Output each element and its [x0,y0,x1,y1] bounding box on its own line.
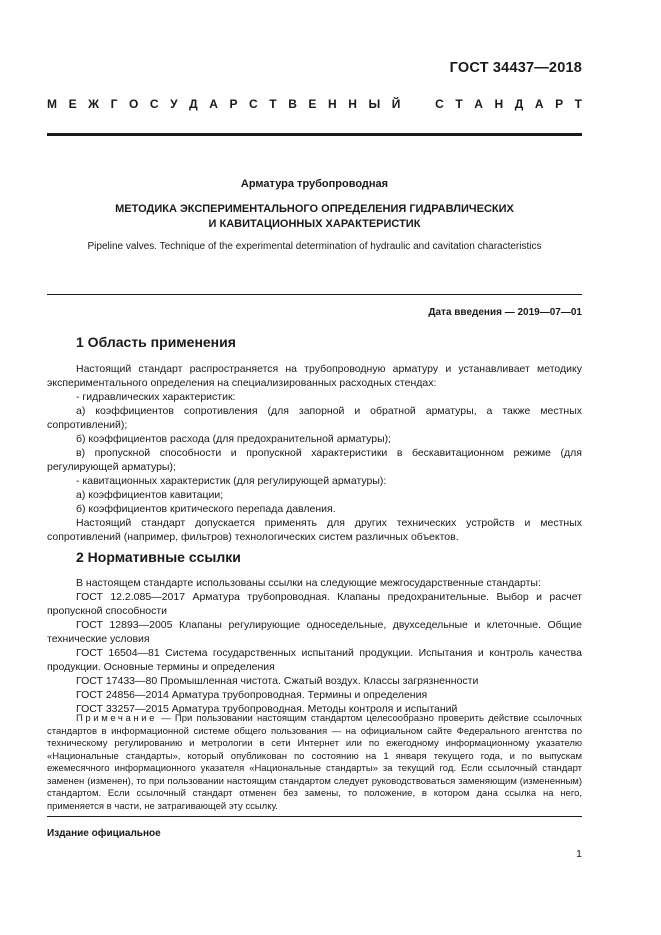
section2-paragraph: ГОСТ 12893—2005 Клапаны регулирующие односедельные, двухседельные и клеточные. Общие технические условия [47,619,582,645]
banner-letter: Р [555,97,564,111]
section1-paragraph: в) пропускной способности и пропускной характеристики в бескавитационном режиме (для регулирующей арматуры); [47,447,582,473]
section-1-body [47,362,582,544]
banner-letter: Т [269,97,277,111]
banner-letter: Е [68,97,77,111]
section2-paragraph: ГОСТ 17433—80 Промышленная чистота. Сжатый воздух. Классы загрязненности [76,675,479,687]
banner-letter: А [534,97,544,111]
section2-paragraph: ГОСТ 12.2.085—2017 Арматура трубопроводная. Клапаны предохранительные. Выбор и расчет пропускной способности [47,591,582,617]
banner-letter: Е [308,97,317,111]
banner-letter: Ж [88,97,99,111]
banner-letter: С [249,97,258,111]
banner-letter: Й [391,97,401,111]
title-line-2: И КАВИТАЦИОННЫХ ХАРАКТЕРИСТИК [208,218,421,230]
section-1-heading: 1 Область применения [76,334,236,350]
section2-paragraph: В настоящем стандарте использованы ссылки на следующие межгосударственные стандарты: [76,577,541,589]
section1-paragraph: Настоящий стандарт распространяется на трубопроводную арматуру и устанавливает методику экспериментального определения на специализированных расходных стендах: [47,363,582,389]
title-rule [47,294,582,295]
banner-letter: У [170,97,178,111]
note-text: — При пользовании настоящим стандартом целесообразно проверить действие ссылочных стандартов в информационной системе общего пользования — на официальном сайте Федерального агентства по техническому регулированию и метрологии в сети Интернет или по ежегодному информационному указателю «Национальные стандарты», который опубликован по состоянию на 1 января текущего года, и по выпускам ежемесячного информационного указателя «Национальные стандарты» за текущий год. Если ссылочный стандарт заменен (изменен), то при пользовании настоящим стандартом следует руководствоваться заменяющим (измененным) стандартом. Если ссылочный стандарт отменен без замены, то положение, в котором дана ссылка на него, применяется в части, не затрагивающей эту ссылку. [47,713,582,812]
section1-paragraph: - гидравлических характеристик: [76,391,236,403]
banner-letter: О [128,97,139,111]
section-2-body [47,576,582,716]
header-rule [47,133,582,136]
banner-letter: Н [494,97,504,111]
banner-letter: В [288,97,297,111]
title-line-1: МЕТОДИКА ЭКСПЕРИМЕНТАЛЬНОГО ОПРЕДЕЛЕНИЯ ГИДРАВЛИЧЕСКИХ [115,203,514,215]
note-label: Примечание [76,713,157,724]
section1-paragraph: Настоящий стандарт допускается применять для других технических устройств и местных сопротивлений (например, фильтров) технологических систем различных объектов. [47,517,582,543]
banner-letter: С [435,97,444,111]
banner-letter: С [149,97,159,111]
banner-letter: А [474,97,483,111]
edition-label: Издание официальное [47,828,161,839]
banner-letter: Н [328,97,337,111]
section-2-heading: 2 Нормативные ссылки [76,549,241,565]
banner-letter: А [209,97,218,111]
banner-letter: Г [110,97,118,111]
introduction-date: Дата введения — 2019—07—01 [428,307,582,318]
note-block [47,713,582,813]
standard-title [47,202,582,232]
standard-subject: Арматура трубопроводная [240,178,389,190]
standard-title-english: Pipeline valves. Technique of the experimental determination of hydraulic and cavitation characteristics [87,241,542,252]
section2-paragraph: ГОСТ 16504—81 Система государственных испытаний продукции. Испытания и контроль качества продукции. Основные термины и определения [47,647,582,673]
section2-paragraph: ГОСТ 24856—2014 Арматура трубопроводная. Термины и определения [76,689,428,701]
footer-rule [47,816,582,817]
section1-paragraph: а) коэффициентов кавитации; [76,489,224,501]
banner-letter: Ы [368,97,381,111]
banner-letter: М [47,97,57,111]
page-number: 1 [576,848,582,860]
section1-paragraph: б) коэффициентов критического перепада давления. [76,503,336,515]
document-code: ГОСТ 34437—2018 [449,60,582,76]
section1-paragraph: а) коэффициентов сопротивления (для запорной и обратной арматуры, а также местных сопротивлений); [47,405,582,431]
banner-letter: Д [514,97,524,111]
standard-type-banner [47,97,582,115]
banner-letter: Д [189,97,198,111]
section2-paragraph: ГОСТ 33257—2015 Арматура трубопроводная. Методы контроля и испытаний [76,703,458,715]
banner-letter: Т [574,97,582,111]
section1-paragraph: б) коэффициентов расхода (для предохранительной арматуры); [76,433,392,445]
banner-letter: Т [455,97,463,111]
banner-letter: Р [229,97,238,111]
section1-paragraph: - кавитационных характеристик (для регулирующей арматуры): [76,475,387,487]
banner-letter: Н [348,97,357,111]
